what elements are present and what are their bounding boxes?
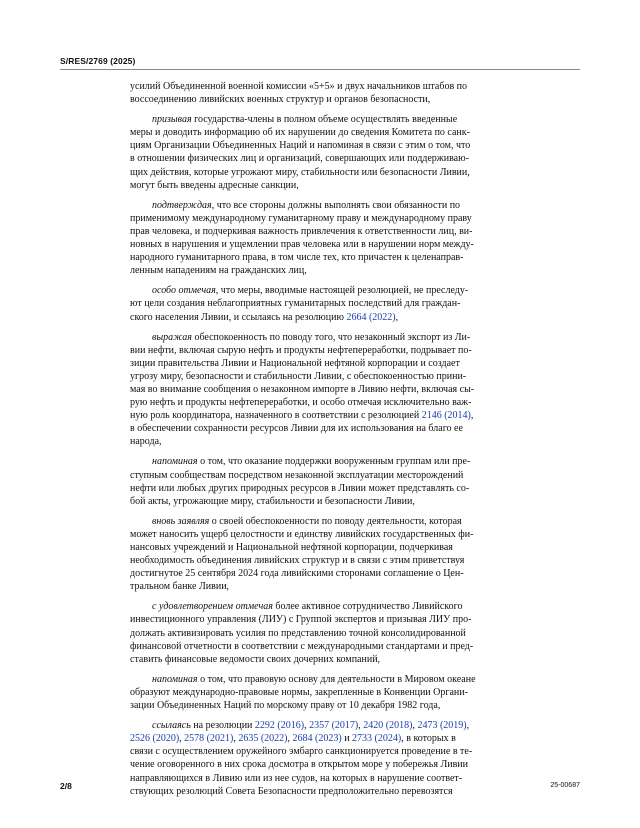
text-run: ставить финансовые ведомости своих дочерних компаний, xyxy=(130,653,381,665)
text-line xyxy=(130,396,580,409)
resolution-link[interactable]: 2357 (2017) xyxy=(309,720,359,732)
text-run: направляющихся в Ливию или из нее судов, на которых в нарушение соответ- xyxy=(130,772,463,784)
text-line xyxy=(130,732,580,745)
resolution-link[interactable]: 2420 (2018) xyxy=(363,720,413,732)
italic-phrase: вновь заявляя xyxy=(152,515,210,527)
italic-phrase: с удовлетворением отмечая xyxy=(152,601,273,613)
text-run: применимому международному гуманитарному праву и международному праву xyxy=(130,212,472,224)
text-run: прав человека, и подчеркивая важность привлечения к ответственности лиц, ви- xyxy=(130,225,473,237)
text-run: , xyxy=(287,733,293,745)
paragraph xyxy=(130,515,580,594)
paragraph xyxy=(130,331,580,449)
paragraph xyxy=(130,719,580,798)
text-run: в отношении физических лиц и организаций, совершающих или поддерживаю- xyxy=(130,153,469,165)
resolution-link[interactable]: 2292 (2016) xyxy=(254,720,305,732)
text-line xyxy=(130,251,580,264)
page-number: 2/8 xyxy=(60,781,72,791)
italic-phrase: призывая xyxy=(152,114,192,126)
text-run: обеспокоенность по поводу того, что незаконный экспорт из Ли- xyxy=(191,331,471,343)
text-run: в обеспечении сохранности ресурсов Ливии для их использования на благо ее xyxy=(130,423,463,435)
text-line xyxy=(130,686,580,699)
text-run: , что меры, вводимые настоящей резолюцией, не преследу- xyxy=(215,285,469,297)
text-run: , xyxy=(466,720,470,732)
text-line xyxy=(130,719,580,732)
text-line xyxy=(130,383,580,396)
text-run: достигнутое 25 сентября 2024 года ливийскими сторонами соглашение о Цен- xyxy=(130,568,464,580)
text-line xyxy=(130,126,580,139)
text-run: чение оговоренного в них срока досмотра в открытом море у побережья Ливии xyxy=(130,759,469,771)
text-line xyxy=(130,699,580,712)
text-run: , xyxy=(470,410,474,422)
text-line xyxy=(130,528,580,541)
text-line xyxy=(130,139,580,152)
text-run: зиции правительства Ливии и Национальной нефтяной корпорации и создает xyxy=(130,357,460,369)
text-run: ют цели создания неблагоприятных гуманитарных последствий для граждан- xyxy=(130,298,461,310)
italic-phrase: напоминая xyxy=(152,673,198,685)
text-line xyxy=(130,113,580,126)
text-line xyxy=(130,238,580,251)
text-line xyxy=(130,93,580,106)
text-run: финансовой отчетности в соответствии с международными стандартами и пред- xyxy=(130,640,474,652)
text-run: ную роль координатора, назначенного в соответствии с резолюцией xyxy=(130,410,422,422)
paragraph xyxy=(130,673,580,712)
resolution-link[interactable]: 2684 (2023) xyxy=(292,733,342,745)
text-line xyxy=(130,640,580,653)
text-run: связи с осуществлением оружейного эмбарго санкционируется проведение в те- xyxy=(130,746,473,758)
text-line xyxy=(130,422,580,435)
text-line xyxy=(130,370,580,383)
text-run: бой акты, угрожающие миру, стабильности и безопасности Ливии, xyxy=(130,495,415,507)
text-line xyxy=(130,469,580,482)
text-line xyxy=(130,745,580,758)
paragraph xyxy=(130,199,580,278)
text-line xyxy=(130,311,580,324)
text-run: новных в нарушения и ущемлении прав человека или в нарушении норм между- xyxy=(130,239,474,251)
text-line xyxy=(130,409,580,422)
resolution-link[interactable]: 2733 (2024) xyxy=(352,733,402,745)
text-line xyxy=(130,166,580,179)
text-line xyxy=(130,331,580,344)
text-line xyxy=(130,284,580,297)
text-run: , xyxy=(304,720,310,732)
document-code: 25-00687 xyxy=(550,782,580,789)
text-run: циям Организации Объединенных Наций и напоминая в связи с этим о том, что xyxy=(130,140,471,152)
text-line xyxy=(130,580,580,593)
text-run: ствующих резолюций Совета Безопасности предположительно перевозятся xyxy=(130,785,453,797)
text-run: о своей обеспокоенности по поводу деятельности, которая xyxy=(209,515,462,527)
text-run: воссоединению ливийских военных структур и органов безопасности, xyxy=(130,94,431,106)
text-run: могут быть введены адресные санкции, xyxy=(130,179,299,191)
text-line xyxy=(130,199,580,212)
italic-phrase: ссылаясь xyxy=(152,720,191,732)
text-line xyxy=(130,344,580,357)
text-run: народа, xyxy=(130,436,162,448)
text-run: , в которых в xyxy=(401,733,456,745)
header-rule xyxy=(60,69,580,70)
italic-phrase: выражая xyxy=(152,331,192,343)
text-run: меры и доводить информацию об их нарушении до сведения Комитета по санк- xyxy=(130,127,470,139)
text-line xyxy=(130,758,580,771)
text-line xyxy=(130,541,580,554)
resolution-link[interactable]: 2146 (2014) xyxy=(421,410,471,422)
text-line xyxy=(130,627,580,640)
resolution-link[interactable]: 2578 (2021) xyxy=(184,733,234,745)
text-line xyxy=(130,455,580,468)
resolution-link[interactable]: 2526 (2020) xyxy=(130,733,180,745)
text-run: нансовых учреждений и Национальной нефтяной корпорации, подчеркивая xyxy=(130,542,453,553)
text-run: народного гуманитарного права, в том числе тех, кто причастен к целенаправ- xyxy=(130,252,464,264)
text-line xyxy=(130,772,580,785)
text-run: о том, что правовую основу для деятельности в Мировом океане xyxy=(197,673,476,685)
italic-phrase: особо отмечая xyxy=(152,285,216,297)
text-line xyxy=(130,152,580,165)
text-line xyxy=(130,673,580,686)
italic-phrase: напоминая xyxy=(152,456,198,468)
text-run: ступным сообществам посредством незаконной эксплуатации месторождений xyxy=(130,469,464,481)
paragraph xyxy=(130,80,580,106)
resolution-link[interactable]: 2635 (2022) xyxy=(238,733,288,745)
text-run: образуют международно-правовые нормы, закрепленные в Конвенции Органи- xyxy=(130,686,468,698)
text-run: необходимость объединения ливийских структур и в связи с этим приветствуя xyxy=(130,555,465,567)
text-run: более активное сотрудничество Ливийского xyxy=(272,601,463,613)
text-line xyxy=(130,212,580,225)
text-run: ленным нападениям на гражданских лиц, xyxy=(130,265,307,277)
paragraph xyxy=(130,284,580,323)
document-body xyxy=(130,80,580,805)
text-line xyxy=(130,264,580,277)
text-run: может наносить ущерб целостности и единству ливийских государственных фи- xyxy=(130,528,474,540)
paragraph xyxy=(130,600,580,665)
text-run: , xyxy=(412,720,418,732)
text-line xyxy=(130,600,580,613)
text-line xyxy=(130,515,580,528)
paragraph xyxy=(130,455,580,507)
text-run: усилий Объединенной военной комиссии «5+5» и двух начальников штабов по xyxy=(130,81,468,92)
text-run: мая во внимание сообщения о незаконном импорте в Ливию нефти, включая сы- xyxy=(130,383,475,395)
document-symbol: S/RES/2769 (2025) xyxy=(60,56,136,66)
text-run: тральном банке Ливии, xyxy=(130,581,230,593)
text-run: , xyxy=(395,311,399,323)
text-run: вии нефти, включая сырую нефть и продукты нефтепереработки, подрывает по- xyxy=(130,344,472,356)
text-run: нефти или любых других природных ресурсов в Ливии может представлять со- xyxy=(130,482,470,494)
text-line xyxy=(130,435,580,448)
text-run: зации Объединенных Наций по морскому праву от 10 декабря 1982 года, xyxy=(130,700,441,712)
resolution-link[interactable]: 2473 (2019) xyxy=(417,720,467,732)
text-run: , что все стороны должны выполнять свои обязанности по xyxy=(211,199,461,211)
text-line xyxy=(130,554,580,567)
text-run: на резолюции xyxy=(190,720,255,732)
text-line xyxy=(130,495,580,508)
text-run: должать активизировать усилия по представлению точной консолидированной xyxy=(130,627,466,639)
text-run: , xyxy=(233,733,239,745)
text-line xyxy=(130,357,580,370)
text-line xyxy=(130,179,580,192)
text-run: и xyxy=(341,733,353,745)
text-run: инвестиционного управления (ЛИУ) с Группой экспертов и призывая ЛИУ про- xyxy=(130,614,472,626)
text-line xyxy=(130,613,580,626)
text-line xyxy=(130,785,580,798)
text-run: , xyxy=(179,733,185,745)
text-run: , xyxy=(358,720,364,732)
italic-phrase: подтверждая xyxy=(152,199,212,211)
text-line xyxy=(130,482,580,495)
text-line xyxy=(130,567,580,580)
text-line xyxy=(130,297,580,310)
text-run: угрозу миру, безопасности и стабильности Ливии, с обеспокоенностью прини- xyxy=(130,370,467,382)
text-line xyxy=(130,80,580,93)
text-line xyxy=(130,225,580,238)
text-run: о том, что оказание поддержки вооруженным группам или пре- xyxy=(197,456,471,468)
paragraph xyxy=(130,113,580,192)
text-run: рую нефть и продукты нефтепереработки, и особо отмечая исключительно важ- xyxy=(130,397,472,409)
text-run: государства-члены в полном объеме осуществлять введенные xyxy=(191,114,458,126)
text-line xyxy=(130,653,580,666)
text-run: щих действия, которые угрожают миру, стабильности или безопасности Ливии, xyxy=(130,166,470,178)
resolution-link[interactable]: 2664 (2022) xyxy=(346,311,396,323)
text-run: ского населения Ливии, и ссылаясь на резолюцию xyxy=(130,311,347,323)
